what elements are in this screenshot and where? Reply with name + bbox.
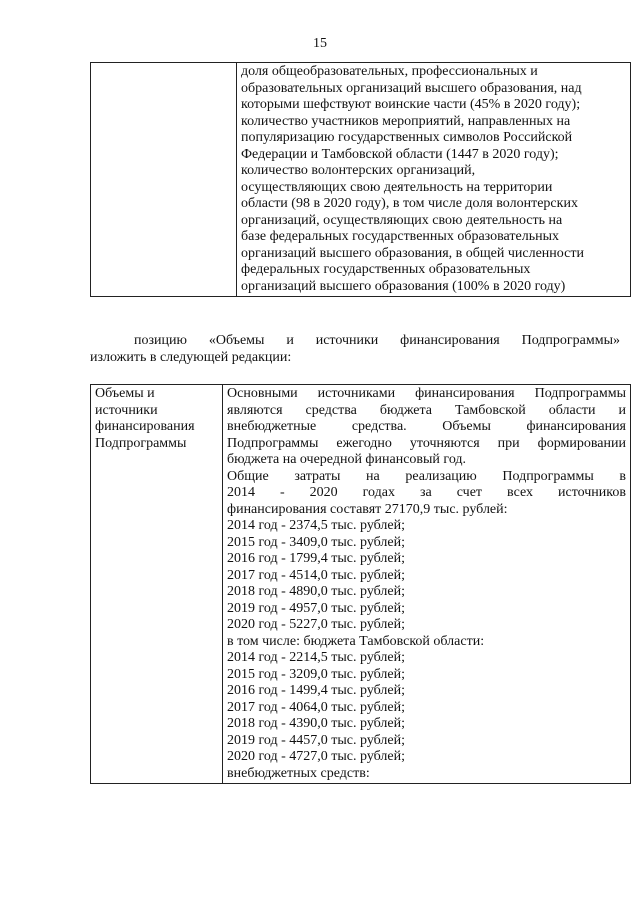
year-cost-line: 2019 год - 4457,0 тыс. рублей; bbox=[227, 732, 406, 748]
year-cost-line: 2016 год - 1799,4 тыс. рублей; bbox=[227, 551, 406, 566]
text-line: осуществляющих свою деятельность на территории bbox=[241, 179, 553, 195]
text-line: являются средства бюджета Тамбовской области и bbox=[227, 402, 626, 418]
regional-budget-header: в том числе: бюджета Тамбовской области: bbox=[227, 633, 485, 649]
text-line: 2014 - 2020 годах за счет всех источников bbox=[227, 485, 626, 500]
year-cost-line: 2016 год - 1499,4 тыс. рублей; bbox=[227, 683, 406, 698]
paragraph-line: изложить в следующей редакции: bbox=[90, 350, 292, 365]
year-cost-line: 2018 год - 4390,0 тыс. рублей; bbox=[227, 716, 406, 731]
year-cost-line: 2020 год - 4727,0 тыс. рублей; bbox=[227, 749, 406, 764]
text-line: организаций высшего образования, в общей численности bbox=[241, 245, 584, 261]
total-cost-line: финансирования составят 27170,9 тыс. рублей: bbox=[227, 501, 508, 517]
instruction-paragraph bbox=[90, 332, 620, 366]
text-line: Подпрограммы ежегодно уточняются при формировании bbox=[227, 435, 626, 451]
text-line: количество участников мероприятий, направленных на bbox=[241, 113, 571, 129]
year-cost-line: 2020 год - 5227,0 тыс. рублей; bbox=[227, 617, 406, 632]
year-cost-line: 2014 год - 2214,5 тыс. рублей; bbox=[227, 650, 406, 665]
text-line: которыми шефствуют воинские части (45% в 2020 году); bbox=[241, 97, 581, 112]
text-line: Общие затраты на реализацию Подпрограммы в bbox=[227, 468, 626, 484]
year-cost-line: 2017 год - 4514,0 тыс. рублей; bbox=[227, 567, 406, 583]
text-line: Федерации и Тамбовской области (1447 в 2020 году); bbox=[241, 146, 559, 162]
text-line: образовательных организаций высшего образования, над bbox=[241, 80, 582, 96]
table-row bbox=[91, 385, 631, 784]
label-line: финансирования bbox=[95, 419, 195, 434]
financing-label-cell bbox=[91, 385, 223, 784]
financing-content-cell bbox=[223, 385, 631, 784]
text-line: популяризацию государственных символов Российской bbox=[241, 130, 573, 145]
text-line: Основными источниками финансирования Подпрограммы bbox=[227, 386, 626, 401]
text-line: федеральных государственных образовательных bbox=[241, 262, 531, 277]
label-line: источники bbox=[95, 402, 158, 418]
year-cost-line: 2019 год - 4957,0 тыс. рублей; bbox=[227, 600, 406, 616]
text-line: организаций, осуществляющих свою деятельность на bbox=[241, 212, 563, 228]
year-cost-line: 2014 год - 2374,5 тыс. рублей; bbox=[227, 518, 406, 533]
year-cost-line: 2015 год - 3209,0 тыс. рублей; bbox=[227, 666, 406, 682]
text-line: внебюджетные средства. Объемы финансирования bbox=[227, 419, 626, 434]
year-cost-line: 2018 год - 4890,0 тыс. рублей; bbox=[227, 584, 406, 599]
indicators-cell bbox=[237, 63, 631, 297]
text-line: количество волонтерских организаций, bbox=[241, 163, 476, 178]
financing-table bbox=[90, 384, 631, 784]
paragraph-line: позицию «Объемы и источники финансирования Подпрограммы» bbox=[134, 333, 620, 348]
text-line: области (98 в 2020 году), в том числе доля волонтерских bbox=[241, 196, 578, 211]
table-row bbox=[91, 63, 631, 297]
indicators-table bbox=[90, 62, 631, 297]
label-line: Объемы и bbox=[95, 386, 155, 401]
page-number: 15 bbox=[313, 36, 327, 51]
label-line: Подпрограммы bbox=[95, 435, 187, 451]
year-cost-line: 2015 год - 3409,0 тыс. рублей; bbox=[227, 534, 406, 550]
text-line: бюджета на очередной финансовый год. bbox=[227, 452, 467, 467]
text-line: организаций высшего образования (100% в 2020 году) bbox=[241, 278, 566, 294]
table-cell-empty bbox=[91, 63, 237, 297]
text-line: доля общеобразовательных, профессиональных и bbox=[241, 64, 538, 79]
year-cost-line: 2017 год - 4064,0 тыс. рублей; bbox=[227, 699, 406, 715]
extra-budget-header: внебюджетных средств: bbox=[227, 765, 370, 781]
text-line: базе федеральных государственных образовательных bbox=[241, 229, 559, 244]
